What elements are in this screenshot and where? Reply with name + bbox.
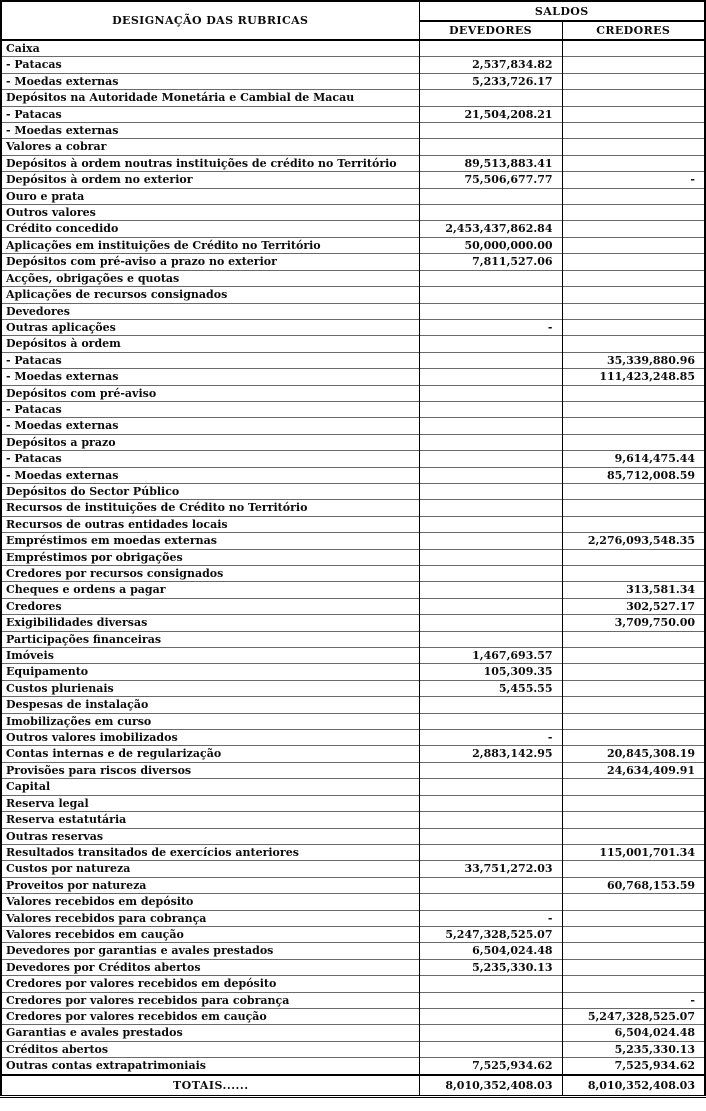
devedores-value xyxy=(419,812,562,828)
table-row xyxy=(1,795,705,811)
credores-value xyxy=(562,237,705,253)
credores-value: 85,712,008.59 xyxy=(562,467,705,483)
table-row xyxy=(1,861,705,877)
credores-value xyxy=(562,336,705,352)
credores-value xyxy=(562,648,705,664)
credores-value xyxy=(562,483,705,499)
rubrica-label: Credores por recursos consignados xyxy=(1,566,419,582)
devedores-value xyxy=(419,566,562,582)
table-row xyxy=(1,713,705,729)
rubrica-label: Equipamento xyxy=(1,664,419,680)
table-row xyxy=(1,221,705,237)
table-row xyxy=(1,631,705,647)
devedores-value xyxy=(419,598,562,614)
table-row xyxy=(1,467,705,483)
credores-value xyxy=(562,680,705,696)
table-row xyxy=(1,877,705,893)
column-header-devedores: DEVEDORES xyxy=(419,21,562,40)
devedores-value: 105,309.35 xyxy=(419,664,562,680)
devedores-value xyxy=(419,533,562,549)
devedores-value xyxy=(419,188,562,204)
credores-value xyxy=(562,812,705,828)
rubrica-label: Depósitos a prazo xyxy=(1,434,419,450)
rubrica-label: Provisões para riscos diversos xyxy=(1,762,419,778)
table-row xyxy=(1,894,705,910)
devedores-value xyxy=(419,467,562,483)
devedores-value xyxy=(419,549,562,565)
table-row xyxy=(1,1008,705,1024)
credores-value: 302,527.17 xyxy=(562,598,705,614)
rubrica-label: Despesas de instalação xyxy=(1,697,419,713)
rubrica-label: - Patacas xyxy=(1,451,419,467)
credores-value xyxy=(562,943,705,959)
rubrica-label: Credores por valores recebidos em depósito xyxy=(1,976,419,992)
credores-value xyxy=(562,188,705,204)
credores-value xyxy=(562,123,705,139)
table-row xyxy=(1,483,705,499)
rubrica-label: Outros valores imobilizados xyxy=(1,730,419,746)
rubrica-label: Créditos abertos xyxy=(1,1041,419,1057)
table-row xyxy=(1,90,705,106)
rubrica-label: Custos plurienais xyxy=(1,680,419,696)
table-row xyxy=(1,123,705,139)
devedores-value xyxy=(419,1008,562,1024)
credores-value xyxy=(562,631,705,647)
rubrica-label: Depósitos com pré-aviso xyxy=(1,385,419,401)
devedores-value xyxy=(419,795,562,811)
table-row xyxy=(1,516,705,532)
credores-value xyxy=(562,254,705,270)
credores-value xyxy=(562,894,705,910)
rubrica-label: Outros valores xyxy=(1,205,419,221)
table-row xyxy=(1,319,705,335)
credores-value: 7,525,934.62 xyxy=(562,1058,705,1075)
rubrica-label: Outras reservas xyxy=(1,828,419,844)
table-row xyxy=(1,828,705,844)
devedores-value xyxy=(419,828,562,844)
table-row xyxy=(1,1025,705,1041)
devedores-value: 6,504,024.48 xyxy=(419,943,562,959)
devedores-value xyxy=(419,90,562,106)
credores-value: 60,768,153.59 xyxy=(562,877,705,893)
rubrica-label: Imóveis xyxy=(1,648,419,664)
devedores-value xyxy=(419,483,562,499)
rubrica-label: Ouro e prata xyxy=(1,188,419,204)
rubrica-label: Devedores por Créditos abertos xyxy=(1,959,419,975)
credores-value: 20,845,308.19 xyxy=(562,746,705,762)
credores-value xyxy=(562,795,705,811)
devedores-value xyxy=(419,451,562,467)
devedores-value: - xyxy=(419,730,562,746)
devedores-value: 7,811,527.06 xyxy=(419,254,562,270)
rubrica-label: Empréstimos por obrigações xyxy=(1,549,419,565)
credores-value xyxy=(562,976,705,992)
rubrica-label: Valores a cobrar xyxy=(1,139,419,155)
table-header xyxy=(1,1,705,40)
table-row xyxy=(1,57,705,73)
table-row xyxy=(1,844,705,860)
table-row xyxy=(1,139,705,155)
credores-value xyxy=(562,303,705,319)
devedores-value xyxy=(419,434,562,450)
table-row xyxy=(1,385,705,401)
table-row xyxy=(1,746,705,762)
table-row xyxy=(1,582,705,598)
devedores-value xyxy=(419,631,562,647)
table-row xyxy=(1,254,705,270)
rubrica-label: Reserva legal xyxy=(1,795,419,811)
devedores-value xyxy=(419,894,562,910)
credores-value xyxy=(562,418,705,434)
credores-value xyxy=(562,401,705,417)
column-header-saldos: SALDOS xyxy=(419,1,705,21)
credores-value xyxy=(562,697,705,713)
table-row xyxy=(1,910,705,926)
rubrica-label: Depósitos com pré-aviso a prazo no exterior xyxy=(1,254,419,270)
credores-value xyxy=(562,959,705,975)
rubrica-label: Acções, obrigações e quotas xyxy=(1,270,419,286)
devedores-value: 7,525,934.62 xyxy=(419,1058,562,1075)
credores-value xyxy=(562,270,705,286)
table-footer xyxy=(1,1075,705,1097)
devedores-value: 33,751,272.03 xyxy=(419,861,562,877)
devedores-value: 75,506,677.77 xyxy=(419,172,562,188)
credores-value xyxy=(562,73,705,89)
credores-value: 5,235,330.13 xyxy=(562,1041,705,1057)
rubrica-label: Resultados transitados de exercícios anteriores xyxy=(1,844,419,860)
rubrica-label: Aplicações em instituições de Crédito no Território xyxy=(1,237,419,253)
table-row xyxy=(1,926,705,942)
credores-value xyxy=(562,910,705,926)
credores-value xyxy=(562,90,705,106)
rubrica-label: Capital xyxy=(1,779,419,795)
table-row xyxy=(1,549,705,565)
devedores-value xyxy=(419,500,562,516)
credores-value: - xyxy=(562,172,705,188)
credores-value xyxy=(562,205,705,221)
credores-value: 2,276,093,548.35 xyxy=(562,533,705,549)
devedores-value: 1,467,693.57 xyxy=(419,648,562,664)
totals-row xyxy=(1,1075,705,1097)
devedores-value xyxy=(419,270,562,286)
table-row xyxy=(1,697,705,713)
credores-value xyxy=(562,40,705,57)
rubrica-label: Aplicações de recursos consignados xyxy=(1,287,419,303)
credores-value xyxy=(562,730,705,746)
devedores-value: 21,504,208.21 xyxy=(419,106,562,122)
devedores-value: 2,537,834.82 xyxy=(419,57,562,73)
devedores-value xyxy=(419,336,562,352)
devedores-value xyxy=(419,139,562,155)
table-row xyxy=(1,762,705,778)
rubrica-label: Credores por valores recebidos em caução xyxy=(1,1008,419,1024)
rubrica-label: Caixa xyxy=(1,40,419,57)
table-row xyxy=(1,1041,705,1057)
table-row xyxy=(1,336,705,352)
rubrica-label: Imobilizações em curso xyxy=(1,713,419,729)
rubrica-label: Custos por natureza xyxy=(1,861,419,877)
rubrica-label: Exigibilidades diversas xyxy=(1,615,419,631)
devedores-value xyxy=(419,697,562,713)
credores-value xyxy=(562,828,705,844)
table-row xyxy=(1,664,705,680)
credores-value: 115,001,701.34 xyxy=(562,844,705,860)
rubrica-label: Recursos de instituições de Crédito no Território xyxy=(1,500,419,516)
devedores-value xyxy=(419,369,562,385)
table-row xyxy=(1,730,705,746)
rubrica-label: Proveitos por natureza xyxy=(1,877,419,893)
table-row xyxy=(1,352,705,368)
table-row xyxy=(1,976,705,992)
rubrica-label: Reserva estatutária xyxy=(1,812,419,828)
rubrica-label: Credores por valores recebidos para cobrança xyxy=(1,992,419,1008)
table-row xyxy=(1,287,705,303)
rubrica-label: Devedores por garantias e avales prestados xyxy=(1,943,419,959)
table-row xyxy=(1,992,705,1008)
table-row xyxy=(1,172,705,188)
table-row xyxy=(1,237,705,253)
table-row xyxy=(1,615,705,631)
devedores-value: 50,000,000.00 xyxy=(419,237,562,253)
rubrica-label: Credores xyxy=(1,598,419,614)
rubrica-label: Participações financeiras xyxy=(1,631,419,647)
devedores-value xyxy=(419,123,562,139)
table-row xyxy=(1,205,705,221)
table-row xyxy=(1,451,705,467)
devedores-value xyxy=(419,615,562,631)
table-row xyxy=(1,418,705,434)
devedores-value: 5,235,330.13 xyxy=(419,959,562,975)
devedores-value xyxy=(419,1025,562,1041)
devedores-value xyxy=(419,1041,562,1057)
devedores-value xyxy=(419,287,562,303)
credores-value xyxy=(562,926,705,942)
totals-devedores-value: 8,010,352,408.03 xyxy=(419,1075,562,1097)
table-row xyxy=(1,1058,705,1075)
credores-value xyxy=(562,155,705,171)
devedores-value xyxy=(419,205,562,221)
credores-value: 111,423,248.85 xyxy=(562,369,705,385)
credores-value: 313,581.34 xyxy=(562,582,705,598)
rubrica-label: Recursos de outras entidades locais xyxy=(1,516,419,532)
table-row xyxy=(1,598,705,614)
devedores-value: 2,883,142.95 xyxy=(419,746,562,762)
credores-value xyxy=(562,434,705,450)
credores-value xyxy=(562,221,705,237)
table-row xyxy=(1,680,705,696)
devedores-value xyxy=(419,516,562,532)
table-row xyxy=(1,270,705,286)
devedores-value xyxy=(419,303,562,319)
table-row xyxy=(1,303,705,319)
rubrica-label: Valores recebidos em depósito xyxy=(1,894,419,910)
table-row xyxy=(1,188,705,204)
devedores-value xyxy=(419,40,562,57)
credores-value: 3,709,750.00 xyxy=(562,615,705,631)
totals-label: TOTAIS...... xyxy=(1,1075,419,1097)
table-row xyxy=(1,434,705,450)
rubrica-label: Depósitos à ordem noutras instituições de crédito no Território xyxy=(1,155,419,171)
devedores-value xyxy=(419,713,562,729)
credores-value: 35,339,880.96 xyxy=(562,352,705,368)
credores-value xyxy=(562,57,705,73)
rubrica-label: - Patacas xyxy=(1,106,419,122)
table-row xyxy=(1,401,705,417)
table-row xyxy=(1,943,705,959)
rubrica-label: Cheques e ordens a pagar xyxy=(1,582,419,598)
rubrica-label: - Moedas externas xyxy=(1,418,419,434)
table-body xyxy=(1,40,705,1075)
rubrica-label: Depósitos à ordem no exterior xyxy=(1,172,419,188)
credores-value xyxy=(562,500,705,516)
devedores-value xyxy=(419,976,562,992)
devedores-value: - xyxy=(419,319,562,335)
table-row xyxy=(1,155,705,171)
rubrica-label: Depósitos à ordem xyxy=(1,336,419,352)
column-header-rubricas: DESIGNAÇÃO DAS RUBRICAS xyxy=(1,1,419,40)
rubrica-label: - Patacas xyxy=(1,401,419,417)
table-row xyxy=(1,779,705,795)
rubrica-label: - Moedas externas xyxy=(1,369,419,385)
credores-value xyxy=(562,319,705,335)
credores-value: - xyxy=(562,992,705,1008)
devedores-value xyxy=(419,779,562,795)
devedores-value: 5,247,328,525.07 xyxy=(419,926,562,942)
credores-value: 9,614,475.44 xyxy=(562,451,705,467)
devedores-value xyxy=(419,844,562,860)
rubrica-label: Outras aplicações xyxy=(1,319,419,335)
table-row xyxy=(1,648,705,664)
table-row xyxy=(1,566,705,582)
rubrica-label: - Moedas externas xyxy=(1,467,419,483)
devedores-value xyxy=(419,762,562,778)
table-row xyxy=(1,73,705,89)
rubrica-label: Contas internas e de regularização xyxy=(1,746,419,762)
totals-credores-value: 8,010,352,408.03 xyxy=(562,1075,705,1097)
table-row xyxy=(1,369,705,385)
credores-value xyxy=(562,516,705,532)
rubrica-label: - Patacas xyxy=(1,352,419,368)
credores-value: 24,634,409.91 xyxy=(562,762,705,778)
rubrica-label: Depósitos do Sector Público xyxy=(1,483,419,499)
credores-value: 6,504,024.48 xyxy=(562,1025,705,1041)
credores-value xyxy=(562,549,705,565)
rubrica-label: Depósitos na Autoridade Monetária e Cambial de Macau xyxy=(1,90,419,106)
column-header-credores: CREDORES xyxy=(562,21,705,40)
devedores-value xyxy=(419,418,562,434)
devedores-value: 89,513,883.41 xyxy=(419,155,562,171)
credores-value xyxy=(562,861,705,877)
rubrica-label: Devedores xyxy=(1,303,419,319)
devedores-value xyxy=(419,877,562,893)
credores-value xyxy=(562,287,705,303)
devedores-value xyxy=(419,385,562,401)
rubrica-label: Outras contas extrapatrimoniais xyxy=(1,1058,419,1075)
rubrica-label: Valores recebidos para cobrança xyxy=(1,910,419,926)
credores-value xyxy=(562,664,705,680)
credores-value xyxy=(562,779,705,795)
rubrica-label: - Patacas xyxy=(1,57,419,73)
rubrica-label: Garantias e avales prestados xyxy=(1,1025,419,1041)
devedores-value: 2,453,437,862.84 xyxy=(419,221,562,237)
credores-value xyxy=(562,106,705,122)
rubrica-label: - Moedas externas xyxy=(1,123,419,139)
table-row xyxy=(1,959,705,975)
table-row xyxy=(1,533,705,549)
devedores-value xyxy=(419,992,562,1008)
table-row xyxy=(1,40,705,57)
devedores-value xyxy=(419,401,562,417)
devedores-value: - xyxy=(419,910,562,926)
devedores-value: 5,233,726.17 xyxy=(419,73,562,89)
credores-value xyxy=(562,385,705,401)
credores-value: 5,247,328,525.07 xyxy=(562,1008,705,1024)
devedores-value xyxy=(419,352,562,368)
rubrica-label: Crédito concedido xyxy=(1,221,419,237)
credores-value xyxy=(562,566,705,582)
credores-value xyxy=(562,139,705,155)
rubrica-label: Valores recebidos em caução xyxy=(1,926,419,942)
table-row xyxy=(1,812,705,828)
rubrica-label: Empréstimos em moedas externas xyxy=(1,533,419,549)
credores-value xyxy=(562,713,705,729)
table-row xyxy=(1,500,705,516)
rubrica-label: - Moedas externas xyxy=(1,73,419,89)
table-row xyxy=(1,106,705,122)
devedores-value: 5,455.55 xyxy=(419,680,562,696)
devedores-value xyxy=(419,582,562,598)
